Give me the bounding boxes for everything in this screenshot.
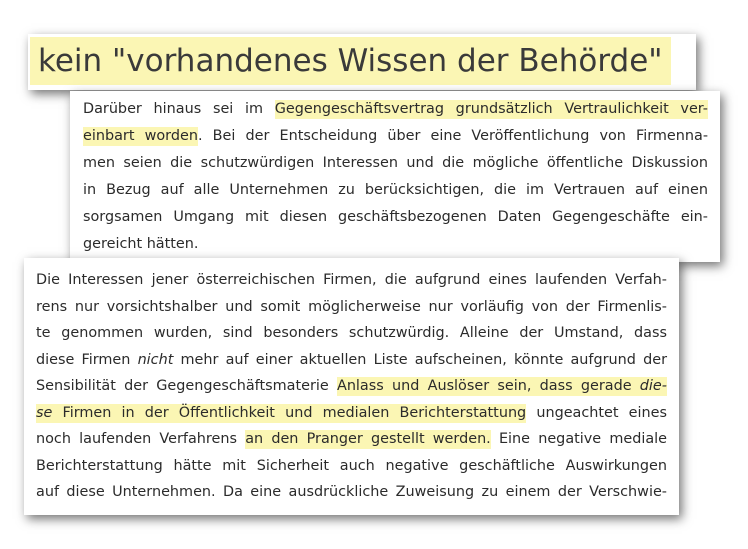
headline-text: kein "vorhandenes Wissen der Behörde" xyxy=(30,37,671,85)
excerpt-1-paragraph xyxy=(83,96,708,258)
highlighted-text xyxy=(36,404,526,423)
excerpt-2-line-1: Die Interessen jener österreichischen Firmen, die aufgrund eines laufenden Verfah- xyxy=(36,272,667,288)
excerpt-1-line-4: in Bezug auf alle Unternehmen zu berücksichtigen, die im Vertrauen auf einen xyxy=(83,182,708,198)
excerpt-clipping-2 xyxy=(24,258,679,515)
headline-clipping xyxy=(28,34,696,90)
excerpt-2-line-5 xyxy=(36,373,667,400)
excerpt-1-line-5: sorgsamen Umgang mit diesen geschäftsbezogenen Daten Gegengeschäfte ein- xyxy=(83,209,708,225)
text-segment: Sensibilität der Gegengeschäftsmaterie xyxy=(36,378,337,394)
highlighted-segment: Firmen in der Öffentlichkeit und medialen Berichterstattung xyxy=(52,404,527,421)
emphasized-text: nicht xyxy=(137,351,174,368)
excerpt-2-line-6 xyxy=(36,400,667,427)
text-segment: noch laufenden Verfahrens xyxy=(36,431,246,447)
text-segment: ungeachtet eines xyxy=(526,404,667,421)
excerpt-2-line-8: Berichterstattung hätte mit Sicherheit auch negative geschäftliche Auswirkungen xyxy=(36,457,667,474)
excerpt-2-line-4 xyxy=(36,347,667,374)
excerpt-1-line-3: men seien die schutzwürdigen Interessen und die mögliche öffentliche Diskussion xyxy=(83,155,708,171)
text-segment: Eine negative mediale xyxy=(490,431,668,447)
text-segment: . Bei der Entscheidung über eine Veröffentlichung von Firmenna- xyxy=(197,128,709,144)
text-segment: diese Firmen xyxy=(36,351,138,368)
highlighted-text xyxy=(337,377,667,396)
excerpt-clipping-1 xyxy=(70,91,720,262)
emphasized-text: die- xyxy=(639,378,667,394)
text-segment: mehr auf einer aktuellen Liste aufscheinen, könnte aufgrund der xyxy=(173,351,667,368)
highlighted-text: einbart worden xyxy=(83,128,198,144)
excerpt-1-line-6: gereicht hätten. xyxy=(83,236,199,252)
excerpt-2-line-3: te genommen wurden, sind besonders schutzwürdig. Alleine der Umstand, dass xyxy=(36,325,667,341)
excerpt-1-line-1 xyxy=(83,96,708,123)
emphasized-text: se xyxy=(36,404,53,421)
text-segment: Darüber hinaus sei im xyxy=(83,101,275,117)
excerpt-2-line-2: rens nur vorsichtshalber und somit möglicherweise nur vorläufig von der Firmenlis- xyxy=(36,298,667,315)
excerpt-1-line-2 xyxy=(83,123,708,150)
excerpt-2-paragraph xyxy=(36,267,667,506)
highlighted-segment: Anlass und Auslöser sein, dass gerade xyxy=(336,378,640,394)
excerpt-2-line-7 xyxy=(36,426,667,453)
highlighted-text: Gegengeschäftsvertrag grundsätzlich Vertraulichkeit ver- xyxy=(274,101,708,117)
highlighted-text: an den Pranger gestellt werden. xyxy=(245,431,491,447)
excerpt-2-line-9: auf diese Unternehmen. Da eine ausdrückliche Zuweisung zu einem der Verschwie- xyxy=(36,484,667,500)
